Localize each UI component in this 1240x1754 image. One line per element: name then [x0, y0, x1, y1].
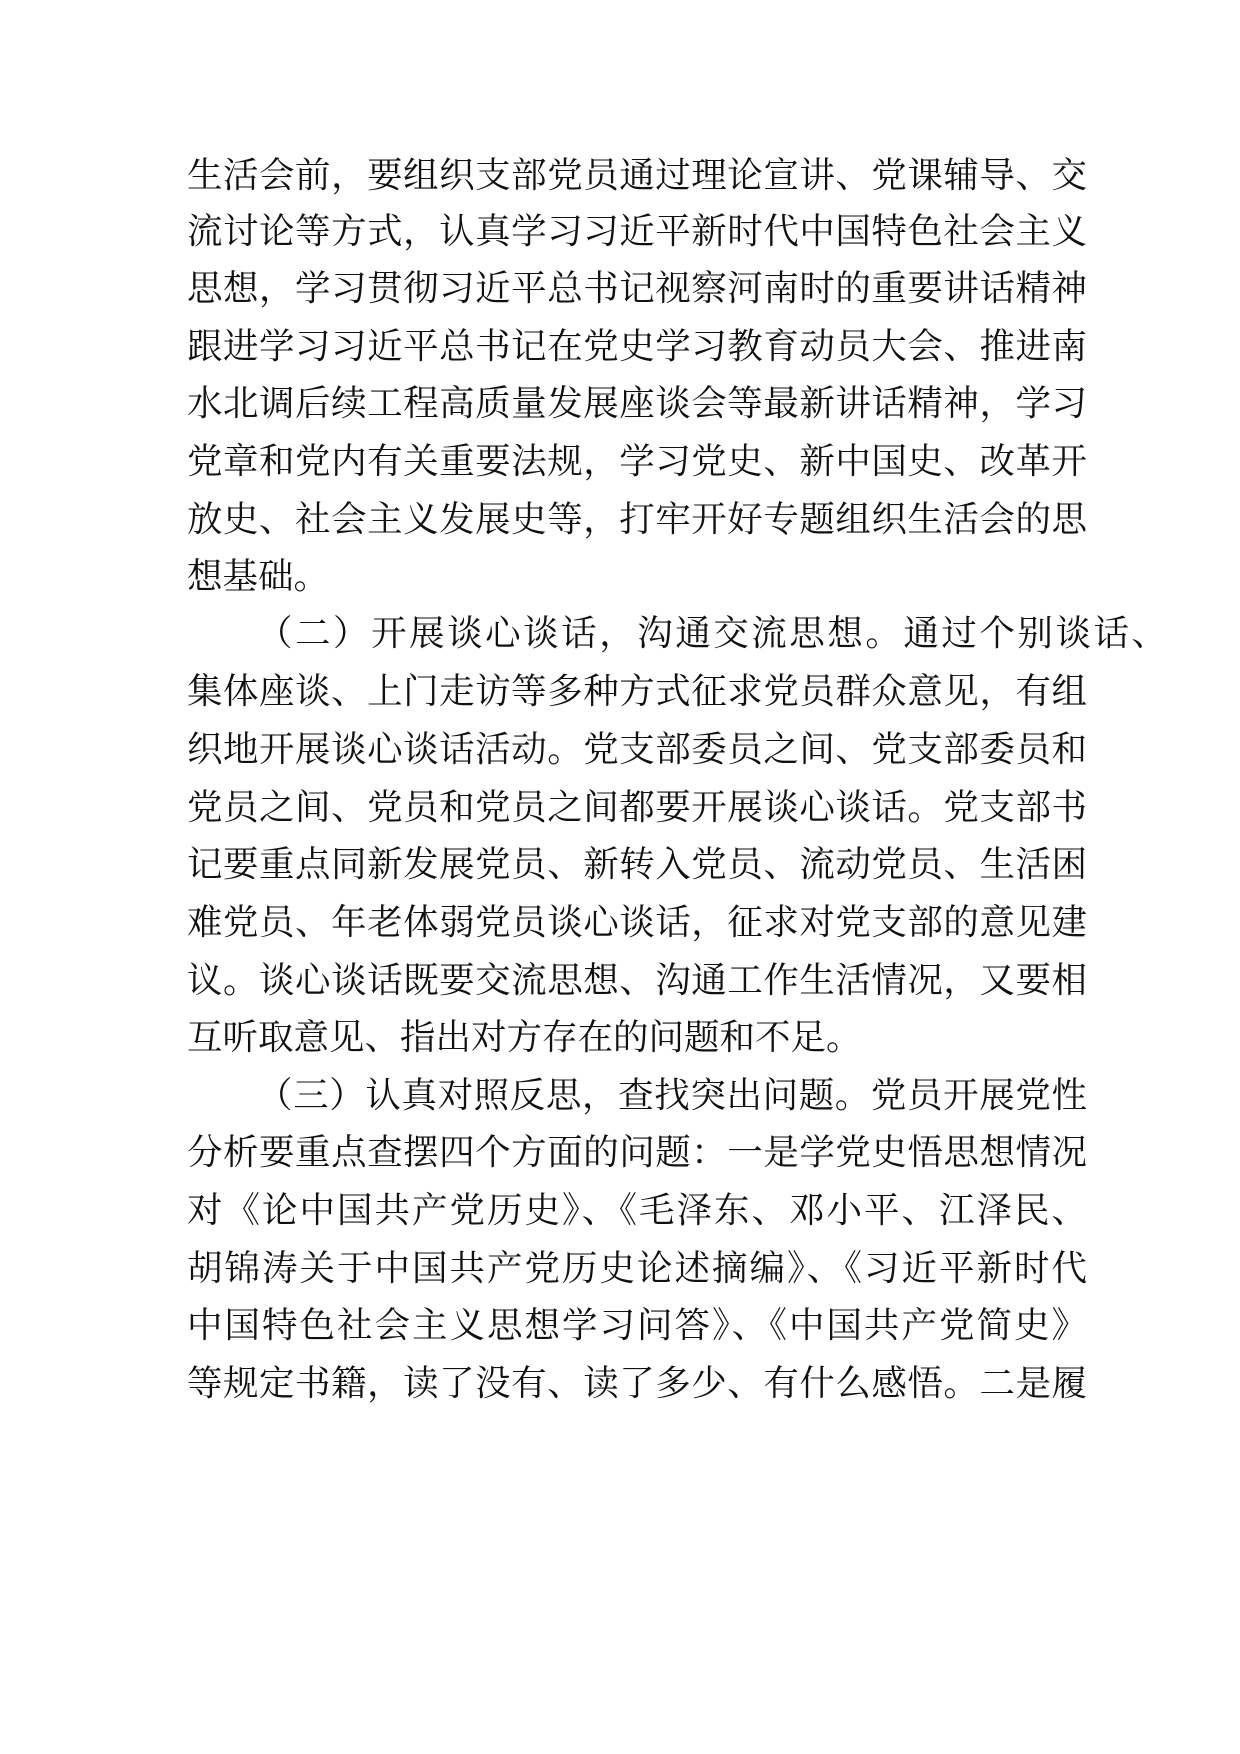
- text-line: 难党员、年老体弱党员谈心谈话，征求对党支部的意见建: [187, 902, 1087, 943]
- text-line: 集体座谈、上门走访等多种方式征求党员群众意见，有组: [187, 671, 1087, 712]
- text-line: 互听取意见、指出对方存在的问题和不足。: [187, 1017, 862, 1058]
- paragraph-heading-line: （二）开展谈心谈话，沟通交流思想。通过个别谈话、: [257, 613, 1167, 654]
- text-line: 分析要重点查摆四个方面的问题：一是学党史悟思想情况: [187, 1132, 1087, 1173]
- text-line: 胡锦涛关于中国共产党历史论述摘编》、《习近平新时代: [187, 1248, 1087, 1289]
- text-line: 织地开展谈心谈话活动。党支部委员之间、党支部委员和: [187, 729, 1087, 770]
- text-line: 记要重点同新发展党员、新转入党员、流动党员、生活困: [187, 844, 1087, 885]
- text-line: 跟进学习习近平总书记在党史学习教育动员大会、推进南: [187, 326, 1087, 367]
- text-line: 流讨论等方式，认真学习习近平新时代中国特色社会主义: [187, 211, 1087, 252]
- text-line: 对《论中国共产党历史》、《毛泽东、邓小平、江泽民、: [187, 1190, 1087, 1231]
- text-line: 生活会前，要组织支部党员通过理论宣讲、党课辅导、交: [187, 155, 1087, 196]
- text-line: 等规定书籍，读了没有、读了多少、有什么感悟。二是履: [187, 1363, 1087, 1404]
- text-line: 水北调后续工程高质量发展座谈会等最新讲话精神，学习: [187, 383, 1087, 424]
- text-line: 想基础。: [187, 556, 330, 597]
- paragraph-heading-line: （三）认真对照反思，查找突出问题。党员开展党性: [257, 1075, 1087, 1116]
- text-line: 放史、社会主义发展史等，打牢开好专题组织生活会的思: [187, 499, 1087, 540]
- text-line: 中国特色社会主义思想学习问答》、《中国共产党简史》: [187, 1305, 1087, 1346]
- text-line: 议。谈心谈话既要交流思想、沟通工作生活情况，又要相: [187, 960, 1087, 1001]
- text-line: 党员之间、党员和党员之间都要开展谈心谈话。党支部书: [187, 787, 1087, 828]
- text-line: 思想，学习贯彻习近平总书记视察河南时的重要讲话精神: [187, 268, 1087, 309]
- text-line: 党章和党内有关重要法规，学习党史、新中国史、改革开: [187, 441, 1087, 482]
